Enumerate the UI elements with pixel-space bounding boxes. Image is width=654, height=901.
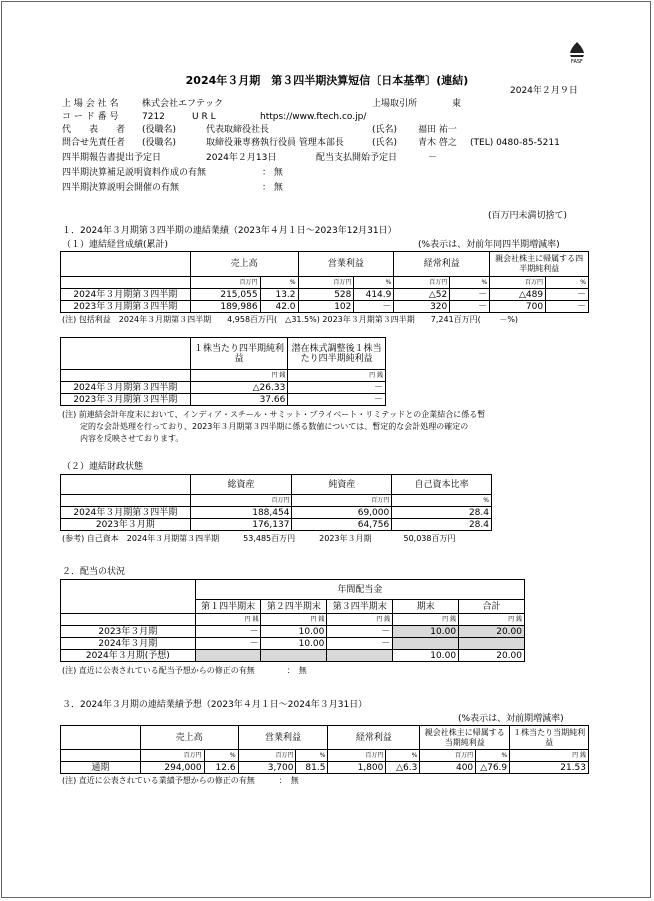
report-date: 2024年２月13日 [206,153,277,163]
unit-note: (百万円未満切捨て) [488,211,568,221]
value-cell: 37.66 [190,394,288,406]
value-cell [261,650,327,662]
value-cell: 102 [298,301,354,313]
value-cell: 28.4 [392,519,492,531]
unit-cell: % [260,277,298,289]
table-row [61,394,386,406]
unit-cell: 円 銭 [195,614,261,626]
row-label: 2023年３月期第３四半期 [61,394,191,406]
value-cell: 42.0 [260,301,298,313]
table-row [61,289,589,301]
s1-sub1: （１）連結経営成績(累計) [62,240,169,250]
value-cell: 400 [420,762,476,774]
unit-cell: % [546,277,589,289]
table-cell [61,370,191,382]
unit-cell: % [296,750,328,762]
value-cell: 188,454 [190,507,292,519]
col-equity-ratio: 自己資本比率 [392,475,492,495]
value-cell: △6.3 [386,762,420,774]
value-cell: － [546,289,589,301]
dividend-table [60,579,525,662]
briefing-value: ： 無 [262,183,283,193]
table-cell [61,614,196,626]
table-row [61,301,589,313]
eps-table [60,337,386,406]
col-sales: 売上高 [140,726,238,750]
report-date-label: 四半期報告書提出予定日 [62,153,162,163]
comprehensive-income-note: (注) 包括利益 2024年３月期第３四半期 4,958百万円( △31.5%) 2023年３月期第３四半期 7,241百万円( －%) [62,315,519,324]
col-eps: １株当たり当期純利益 [510,726,589,750]
contact-name: 青木 啓之 [418,138,457,148]
value-cell: － [327,638,393,650]
unit-cell: % [354,277,394,289]
col-diluted-eps: 潜在株式調整後１株当たり四半期純利益 [288,338,386,370]
s1-pct-note: (%表示は、対前年同四半期増減率) [418,240,560,250]
value-cell: 294,000 [140,762,204,774]
row-label: 2024年３月期(予想) [61,650,196,662]
value-cell: － [327,626,393,638]
table-row [61,382,386,394]
value-cell: 10.00 [261,638,327,650]
company-name: 株式会社エフテック [142,99,224,109]
row-label: 2024年３月期 [61,638,196,650]
unit-cell: 円 銭 [510,750,589,762]
unit-cell: 円 銭 [459,614,525,626]
supplement-label: 四半期決算補足説明資料作成の有無 [62,168,207,178]
table-row [61,626,525,638]
unit-cell: 円 銭 [327,614,393,626]
briefing-label: 四半期決算説明会開催の有無 [62,183,180,193]
table-row [61,638,525,650]
restatement-note-3: 内容を反映させております。 [80,434,184,443]
supplement-value: ： 無 [262,168,283,178]
value-cell: 64,756 [292,519,392,531]
dividend-start-label: 配当支払開始予定日 [316,153,398,163]
col-q3: 第３四半期末 [327,600,393,614]
value-cell: 3,700 [238,762,296,774]
value-cell: 20.00 [459,626,525,638]
value-cell: － [450,289,490,301]
value-cell: 700 [490,301,546,313]
s2-heading: ２．配当の状況 [62,567,126,577]
col-op-income: 営業利益 [238,726,328,750]
col-sales: 売上高 [190,252,298,277]
value-cell: △489 [490,289,546,301]
company-logo [566,40,588,64]
unit-cell: 百万円 [420,750,476,762]
value-cell: － [195,626,261,638]
col-ord-income: 経常利益 [328,726,420,750]
value-cell: 21.53 [510,762,589,774]
value-cell: 10.00 [261,626,327,638]
unit-cell: % [476,750,510,762]
restatement-note-1: (注) 前連結会計年度末において、インディア・スチール・サミット・プライベート・リミテッドとの企業結合に係る暫 [62,410,486,419]
doc-date: 2024年２月９日 [510,86,578,96]
value-cell: 20.00 [459,650,525,662]
company-url[interactable]: https://www.ftech.co.jp/ [260,112,367,122]
rep-label: 代 表 者 [62,125,126,135]
value-cell [459,638,525,650]
results-table [60,251,589,313]
value-cell: － [546,301,589,313]
corner-cell [61,580,196,614]
col-q2: 第２四半期末 [261,600,327,614]
value-cell: 215,055 [190,289,260,301]
value-cell: 10.00 [393,626,459,638]
row-label: 通期 [61,762,141,774]
unit-cell: % [386,750,420,762]
contact-name-label: (氏名) [372,138,398,148]
s1-sub2: （２）連結財政状態 [62,462,144,472]
value-cell: － [195,638,261,650]
unit-cell: 百万円 [328,750,386,762]
doc-title: 2024年３月期 第３四半期決算短信〔日本基準〕(連結) [185,74,469,87]
col-group-annual-dividend: 年間配当金 [195,580,524,600]
value-cell [195,650,261,662]
value-cell: － [354,301,394,313]
s1-heading: １．2024年３月期第３四半期の連結業績（2023年４月１日～2023年12月31日） [62,226,397,236]
logo-text: FASF [571,59,583,64]
exchange-value: 東 [452,99,462,109]
value-cell: 189,986 [190,301,260,313]
contact-role: 取締役兼専務執行役員 管理本部長 [206,138,344,148]
value-cell [393,638,459,650]
s3-heading: ３．2024年３月期の連結業績予想（2023年４月１日～2024年３月31日） [62,700,368,710]
table-cell [61,750,141,762]
unit-cell: 円 銭 [288,370,386,382]
unit-cell: % [204,750,238,762]
value-cell: 1,800 [328,762,386,774]
unit-cell: 百万円 [292,495,392,507]
value-cell: 28.4 [392,507,492,519]
corner-cell [61,252,191,277]
unit-cell: 円 銭 [190,370,288,382]
value-cell: － [288,394,386,406]
value-cell: 12.6 [204,762,238,774]
col-total: 合計 [459,600,525,614]
dividend-start-value: － [428,153,438,163]
value-cell: 69,000 [292,507,392,519]
col-total-assets: 総資産 [190,475,292,495]
unit-cell: 百万円 [298,277,354,289]
row-label: 2023年３月期 [61,519,191,531]
corner-cell [61,475,191,495]
contact-role-label: (役職名) [142,138,177,148]
row-label: 2024年３月期第３四半期 [61,382,191,394]
col-net-income: 親会社株主に帰属する当期純利益 [420,726,510,750]
forecast-table [60,725,589,774]
row-label: 2023年３月期第３四半期 [61,301,191,313]
col-eps: １株当たり四半期純利益 [190,338,288,370]
unit-cell: 百万円 [140,750,204,762]
table-row [61,762,589,774]
unit-cell: % [450,277,490,289]
table-row [61,650,525,662]
table-cell [61,277,191,289]
exchange-label: 上場取引所 [372,99,418,109]
table-row [61,519,492,531]
value-cell: 528 [298,289,354,301]
value-cell: 13.2 [260,289,298,301]
unit-cell: 百万円 [394,277,450,289]
col-ord-income: 経常利益 [394,252,490,277]
code-value: 7212 [142,112,165,122]
col-year-end: 期末 [393,600,459,614]
value-cell: △26.33 [190,382,288,394]
unit-cell: % [392,495,492,507]
rep-role-label: (役職名) [142,125,177,135]
restatement-note-2: 定的な会計処理を行っており、2023年３月期第３四半期に係る数値については、暫定的な会計処理の確定の [80,422,469,431]
equity-reference: (参考) 自己資本 2024年３月期第３四半期 53,485百万円 2023年３月期 50,038百万円 [62,534,456,543]
row-label: 2024年３月期第３四半期 [61,507,191,519]
value-cell: 10.00 [393,650,459,662]
table-cell [61,495,191,507]
corner-cell [61,338,191,370]
contact-tel: (TEL) 0480-85-5211 [470,138,560,148]
unit-cell: 円 銭 [261,614,327,626]
row-label: 2023年３月期 [61,626,196,638]
s3-pct-note: (%表示は、対前期増減率) [458,714,564,724]
unit-cell: 百万円 [238,750,296,762]
value-cell: 176,137 [190,519,292,531]
contact-label: 問合せ先責任者 [62,138,126,148]
forecast-note: (注) 直近に公表されている業績予想からの修正の有無 ： 無 [62,776,299,785]
unit-cell: 百万円 [490,277,546,289]
dividend-note: (注) 直近に公表されている配当予想からの修正の有無 ： 無 [62,666,307,675]
col-net-income: 親会社株主に帰属する四半期純利益 [490,252,589,277]
value-cell: － [450,301,490,313]
value-cell: 81.5 [296,762,328,774]
financial-position-table [60,474,492,531]
rep-name-label: (氏名) [372,125,398,135]
col-net-assets: 純資産 [292,475,392,495]
col-op-income: 営業利益 [298,252,394,277]
rep-role: 代表取締役社長 [206,125,270,135]
col-q1: 第１四半期末 [195,600,261,614]
unit-cell: 百万円 [190,495,292,507]
value-cell: 414.9 [354,289,394,301]
url-label: U R L [192,112,216,122]
value-cell: － [288,382,386,394]
code-label: コ ー ド 番 号 [62,112,119,122]
value-cell: △52 [394,289,450,301]
value-cell: 320 [394,301,450,313]
value-cell: △76.9 [476,762,510,774]
corner-cell [61,726,141,750]
company-label: 上 場 会 社 名 [62,99,119,109]
rep-name: 福田 祐一 [418,125,457,135]
row-label: 2024年３月期第３四半期 [61,289,191,301]
unit-cell: 百万円 [190,277,260,289]
value-cell [327,650,393,662]
table-row [61,507,492,519]
unit-cell: 円 銭 [393,614,459,626]
